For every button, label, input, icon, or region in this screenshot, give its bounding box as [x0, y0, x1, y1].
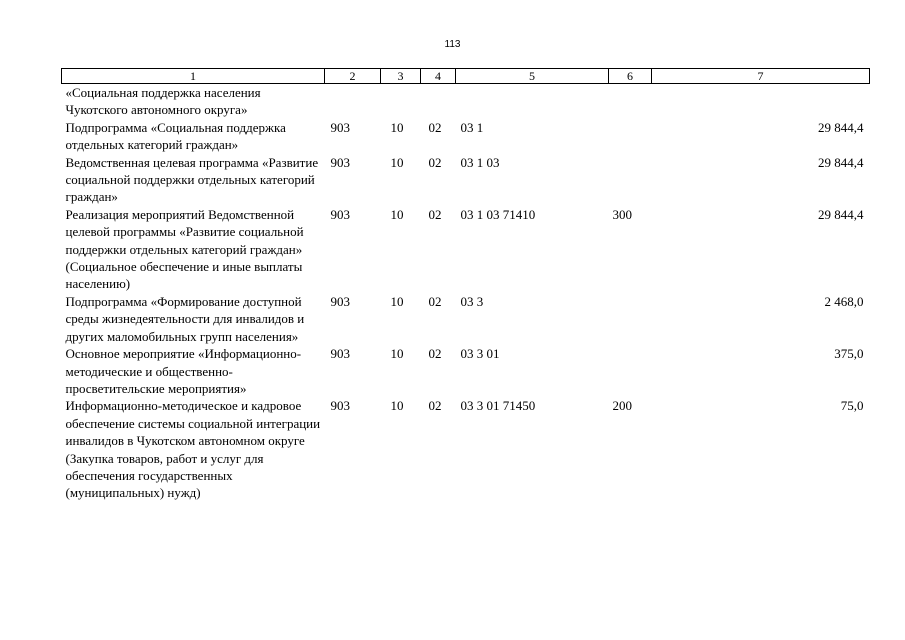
- column-header-7: 7: [652, 69, 870, 84]
- table-header-row: [62, 69, 870, 84]
- row-ministry-code: 903: [330, 206, 350, 222]
- row-ministry-code: 903: [330, 398, 350, 414]
- row-name: Подпрограмма «Формирование доступной среды жизнедеятельности для инвалидов и других маломобильных групп населения»: [65, 293, 305, 344]
- row-amount: 75,0: [840, 398, 864, 414]
- row-name: Основное мероприятие «Информационно-методические и общественно-просветительские мероприятия»: [65, 346, 302, 396]
- column-header-6: 6: [609, 69, 652, 84]
- row-expense-type: 200: [612, 398, 632, 414]
- row-target-code: [456, 84, 609, 119]
- row-amount: 29 844,4: [818, 206, 864, 222]
- row-expense-type: [609, 119, 652, 154]
- table-row: [62, 345, 870, 397]
- column-header-5: 5: [456, 69, 609, 84]
- column-header-2: 2: [325, 69, 381, 84]
- budget-table: [61, 68, 870, 502]
- row-amount: 29 844,4: [818, 154, 864, 170]
- row-ministry-code: 903: [330, 346, 350, 362]
- row-section-code: 10: [390, 293, 404, 309]
- row-ministry-code: 903: [330, 293, 350, 309]
- row-target-code: 03 1 03 71410: [460, 206, 536, 222]
- table-row: [62, 84, 870, 119]
- row-subsection-code: 02: [428, 119, 442, 135]
- column-header-1: 1: [62, 69, 325, 84]
- row-name: Информационно-методическое и кадровое обеспечение системы социальной интеграции инвалидов в Чукотском автономном округе (Закупка товаров, работ и услуг для обеспечения государственных (муниципальных) нужд): [65, 398, 321, 501]
- row-name: «Социальная поддержка населения Чукотского автономного округа»: [65, 85, 261, 118]
- row-subsection-code: 02: [428, 398, 442, 414]
- row-name: Ведомственная целевая программа «Развитие социальной поддержки отдельных категорий граждан»: [65, 154, 319, 205]
- row-expense-type: [609, 84, 652, 119]
- row-amount: 375,0: [834, 346, 864, 362]
- row-section-code: 10: [390, 206, 404, 222]
- table-row: [62, 119, 870, 154]
- row-section-code: 10: [390, 119, 404, 135]
- table-row: [62, 154, 870, 206]
- row-subsection-code: 02: [428, 206, 442, 222]
- row-target-code: 03 3 01: [460, 346, 500, 362]
- row-amount: [652, 84, 870, 119]
- table-row: [62, 293, 870, 345]
- row-expense-type: [609, 154, 652, 206]
- row-section-code: 10: [390, 398, 404, 414]
- column-header-3: 3: [381, 69, 421, 84]
- row-ministry-code: 903: [330, 154, 350, 170]
- row-name: Подпрограмма «Социальная поддержка отдельных категорий граждан»: [65, 119, 286, 153]
- row-target-code: 03 3 01 71450: [460, 398, 536, 414]
- row-subsection-code: [421, 84, 456, 119]
- row-section-code: 10: [390, 346, 404, 362]
- table-row: [62, 397, 870, 501]
- row-amount: 2 468,0: [824, 293, 864, 309]
- row-target-code: 03 1 03: [460, 154, 500, 170]
- page-number: 113: [444, 39, 461, 50]
- row-name: Реализация мероприятий Ведомственной целевой программы «Развитие социальной поддержки отдельных категорий граждан» (Социальное обеспечение и иные выплаты населению): [65, 206, 304, 292]
- row-amount: 29 844,4: [818, 119, 864, 135]
- row-subsection-code: 02: [428, 293, 442, 309]
- row-ministry-code: [325, 84, 381, 119]
- row-target-code: 03 1: [460, 119, 484, 135]
- column-header-4: 4: [421, 69, 456, 84]
- row-subsection-code: 02: [428, 154, 442, 170]
- row-expense-type: [609, 345, 652, 397]
- row-section-code: 10: [390, 154, 404, 170]
- row-ministry-code: 903: [330, 119, 350, 135]
- table-row: [62, 206, 870, 293]
- row-target-code: 03 3: [460, 293, 484, 309]
- row-expense-type: 300: [612, 206, 632, 222]
- row-section-code: [381, 84, 421, 119]
- row-expense-type: [609, 293, 652, 345]
- row-subsection-code: 02: [428, 346, 442, 362]
